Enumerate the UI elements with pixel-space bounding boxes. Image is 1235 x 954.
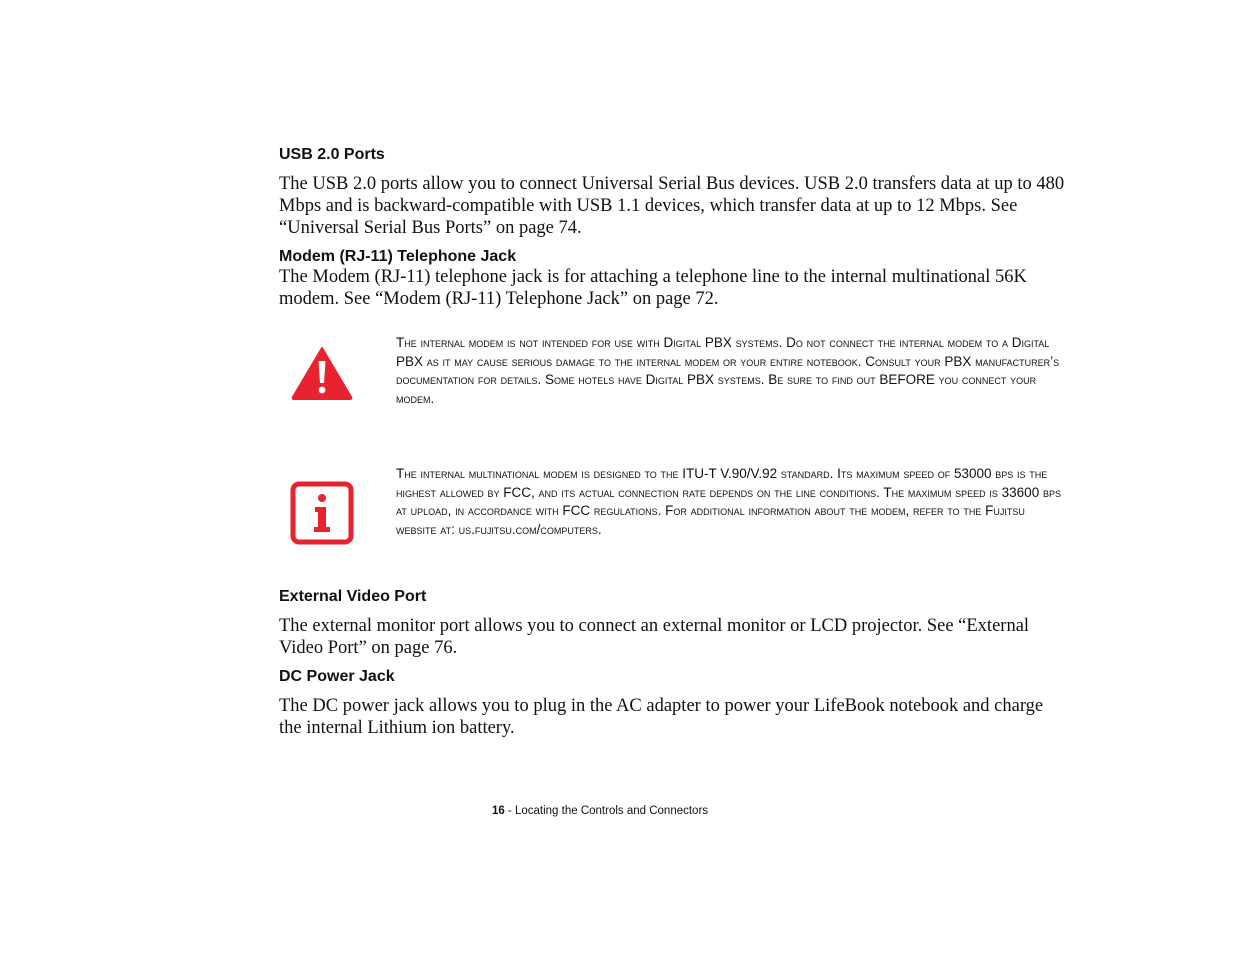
info-icon xyxy=(290,481,356,552)
page-number: 16 xyxy=(491,805,505,817)
modem-heading: Modem (RJ-11) Telephone Jack xyxy=(279,248,517,265)
warning-icon xyxy=(290,345,354,406)
info-note: The internal multinational modem is designed to the ITU-T V.90/V.92 standard. Its maximum speed of 53000 bps is the highest allowed by FCC, and its actual connection rate depends on the line conditions. The maximum speed is 33600 bps at upload, in accordance with FCC regulations. For additional information about the modem, refer to the Fujitsu website at: us.fujitsu.com/computers. xyxy=(396,466,1061,537)
usb-paragraph: The USB 2.0 ports allow you to connect Universal Serial Bus devices. USB 2.0 transfers data at up to 480 Mbps and is backward-compatible with USB 1.1 devices, which transfer data at up to 12 Mbps. See “Universal Serial Bus Ports” on page 74. xyxy=(279,174,1065,238)
modem-paragraph: The Modem (RJ-11) telephone jack is for attaching a telephone line to the internal multinational 56K modem. See “Modem (RJ-11) Telephone Jack” on page 72. xyxy=(279,267,1027,309)
footer-separator: - xyxy=(504,805,515,817)
video-paragraph: The external monitor port allows you to connect an external monitor or LCD projector. See “External Video Port” on page 76. xyxy=(279,616,1030,658)
dc-paragraph: The DC power jack allows you to plug in the AC adapter to power your LifeBook notebook and charge the internal Lithium ion battery. xyxy=(279,696,1044,738)
footer-title: Locating the Controls and Connectors xyxy=(514,805,709,817)
page-footer xyxy=(0,805,1200,817)
dc-heading: DC Power Jack xyxy=(279,668,395,685)
usb-heading: USB 2.0 Ports xyxy=(279,146,385,163)
warning-note: The internal modem is not intended for use with Digital PBX systems. Do not connect the internal modem to a Digital PBX as it may cause serious damage to the internal modem or your entire notebook. Consult your PBX manufacturer’s documentation for details. Some hotels have Digital PBX systems. Be sure to find out BEFORE you connect your modem. xyxy=(396,335,1060,406)
video-heading: External Video Port xyxy=(279,588,427,605)
